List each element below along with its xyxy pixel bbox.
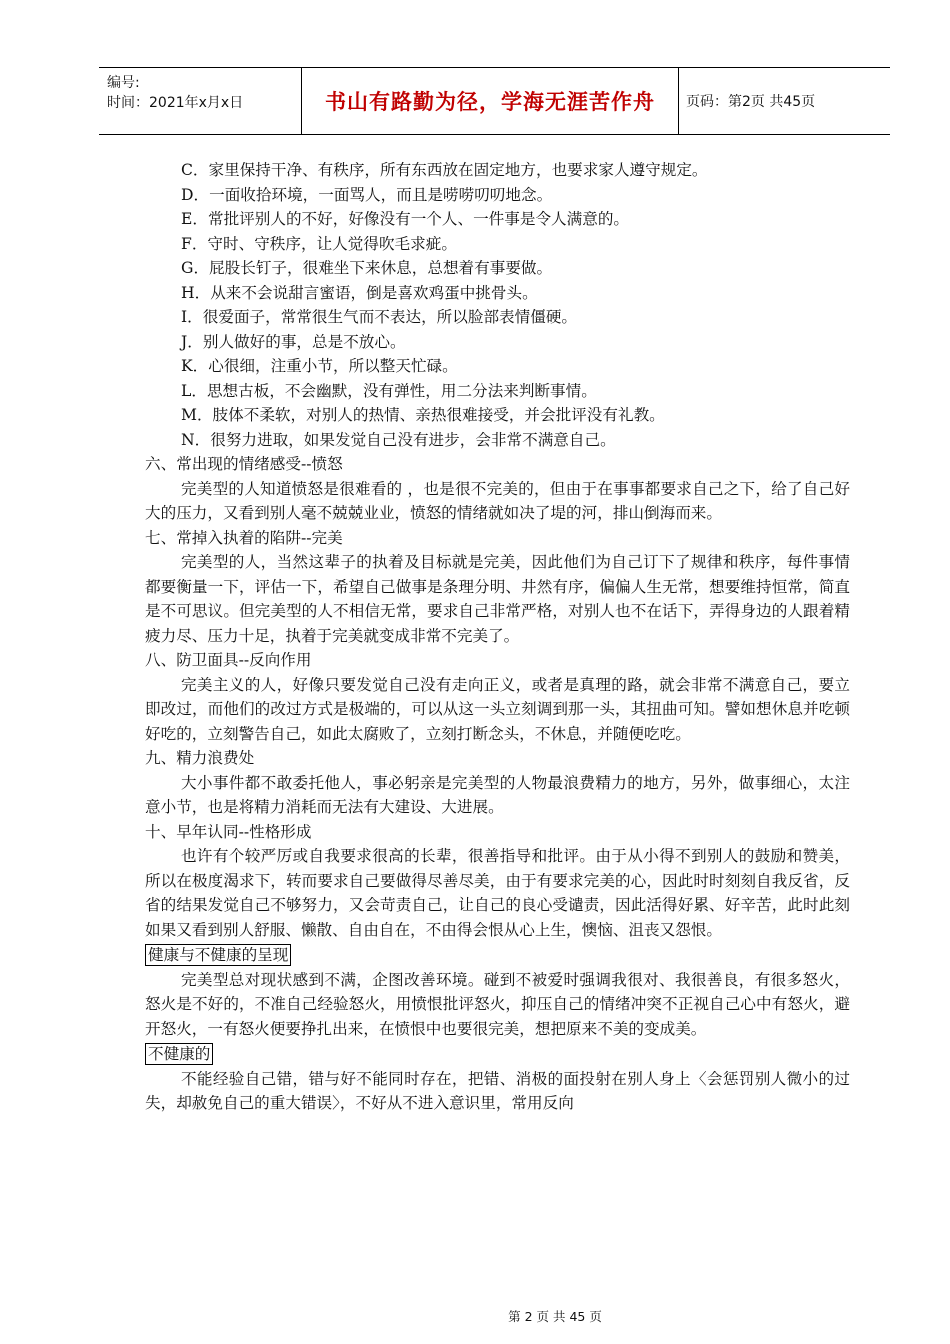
list-item: I．很爱面子，常常很生气而不表达，所以脸部表情僵硬。: [181, 308, 578, 326]
list-item: K．心很细，注重小节，所以整天忙碌。: [181, 357, 458, 375]
list-item: J．别人做好的事，总是不放心。: [181, 332, 406, 351]
list-item: G．屁股长钉子，很难坐下来休息，总想着有事要做。: [181, 259, 553, 277]
list-item: L．思想古板，不会幽默，没有弹性，用二分法来判断事情。: [181, 381, 597, 400]
section-heading: 九、精力浪费处: [145, 749, 255, 767]
list-item: C．家里保持干净、有秩序，所有东西放在固定地方，也要求家人遵守规定。: [181, 161, 708, 179]
list-item: H．从来不会说甜言蜜语，倒是喜欢鸡蛋中挑骨头。: [181, 283, 538, 302]
section-paragraph: 也许有个较严厉或自我要求很高的长辈，很善指导和批评。由于从小得不到别人的鼓励和赞美，所以在极度渴求下，转而要求自己要做得尽善尽美，由于有要求完美的心，因此时时刻刻自我反省，反省的结果发觉自己不够努力，又会苛责自己，让自己的良心受谴责，因此活得好累、好辛苦，此时此刻如果又看到别人舒服、懒散、自由自在，不由得会恨从心上生，懊恼、沮丧又怨恨。: [145, 847, 850, 939]
page-footer: 第 2 页 共 45 页: [508, 1309, 602, 1324]
section-paragraph: 不能经验自己错，错与好不能同时存在，把错、消极的面投射在别人身上〈会惩罚别人微小的过失，却赦免自己的重大错误〉，不好从不进入意识里，常用反向: [145, 1069, 850, 1112]
header-motto: 书山有路勤为径，学海无涯苦作舟: [325, 90, 655, 114]
list-item: F．守时、守秩序，让人觉得吹毛求疵。: [181, 234, 457, 253]
document-time-label: 时间：2021年x月x日: [107, 95, 244, 111]
header-page-info: 页码：第2页 共45页: [686, 94, 816, 110]
page-header: [99, 67, 890, 135]
section-heading: 八、防卫面具--反向作用: [145, 651, 312, 669]
list-item: N．很努力进取，如果发觉自己没有进步，会非常不满意自己。: [181, 430, 616, 449]
header-motto-cell: [301, 68, 679, 134]
boxed-heading: 健康与不健康的呈现: [145, 944, 291, 966]
section-heading: 六、常出现的情绪感受--愤怒: [145, 455, 343, 473]
section-paragraph: 大小事件都不敢委托他人，事必躬亲是完美型的人物最浪费精力的地方，另外，做事细心，太注意小节，也是将精力消耗而无法有大建设、大进展。: [145, 773, 850, 816]
list-item: E．常批评别人的不好，好像没有一个人、一件事是令人满意的。: [181, 210, 630, 228]
section-paragraph: 完美型的人知道愤怒是很难看的 ，也是很不完美的，但由于在事事都要求自己之下，给了自己好大的压力，又看到别人毫不兢兢业业，愤怒的情绪就如决了堤的河，排山倒海而来。: [145, 479, 850, 522]
section-heading: 十、早年认同--性格形成: [145, 822, 312, 841]
list-item: D．一面收拾环境，一面骂人，而且是唠唠叨叨地念。: [181, 185, 553, 204]
section-heading: 七、常掉入执着的陷阱--完美: [145, 528, 343, 547]
list-item: M．肢体不柔软，对别人的热情、亲热很难接受，并会批评没有礼教。: [181, 406, 665, 424]
boxed-heading: 不健康的: [145, 1043, 213, 1065]
document-body: [145, 158, 850, 1116]
header-meta: [99, 68, 301, 134]
section-paragraph: 完美型的人，当然这辈子的执着及目标就是完美，因此他们为自己订下了规律和秩序，每件事情都要衡量一下，评估一下，希望自己做事是条理分明、井然有序，偏偏人生无常，想要维持恒常，简直是不可思议。但完美型的人不相信无常，要求自己非常严格，对别人也不在话下，弄得身边的人跟着精疲力尽、压力十足，执着于完美就变成非常不完美了。: [145, 553, 850, 645]
section-paragraph: 完美型总对现状感到不满，企图改善环境。碰到不被爱时强调我很对、我很善良，有很多怒火，怒火是不好的，不准自己经验怒火，用愤恨批评怒火，抑压自己的情绪冲突不正视自己心中有怒火，避开怒火，一有怒火便要挣扎出来，在愤恨中也要很完美，想把原来不美的变成美。: [145, 970, 850, 1038]
section-paragraph: 完美主义的人，好像只要发觉自己没有走向正义，或者是真理的路，就会非常不满意自己，要立即改过，而他们的改过方式是极端的，可以从这一头立刻调到那一头，其扭曲可知。譬如想休息并吃顿好吃的，立刻警告自己，如此太腐败了，立刻打断念头，不休息，并随便吃吃。: [145, 675, 850, 743]
document-number-label: 编号:: [107, 75, 140, 91]
